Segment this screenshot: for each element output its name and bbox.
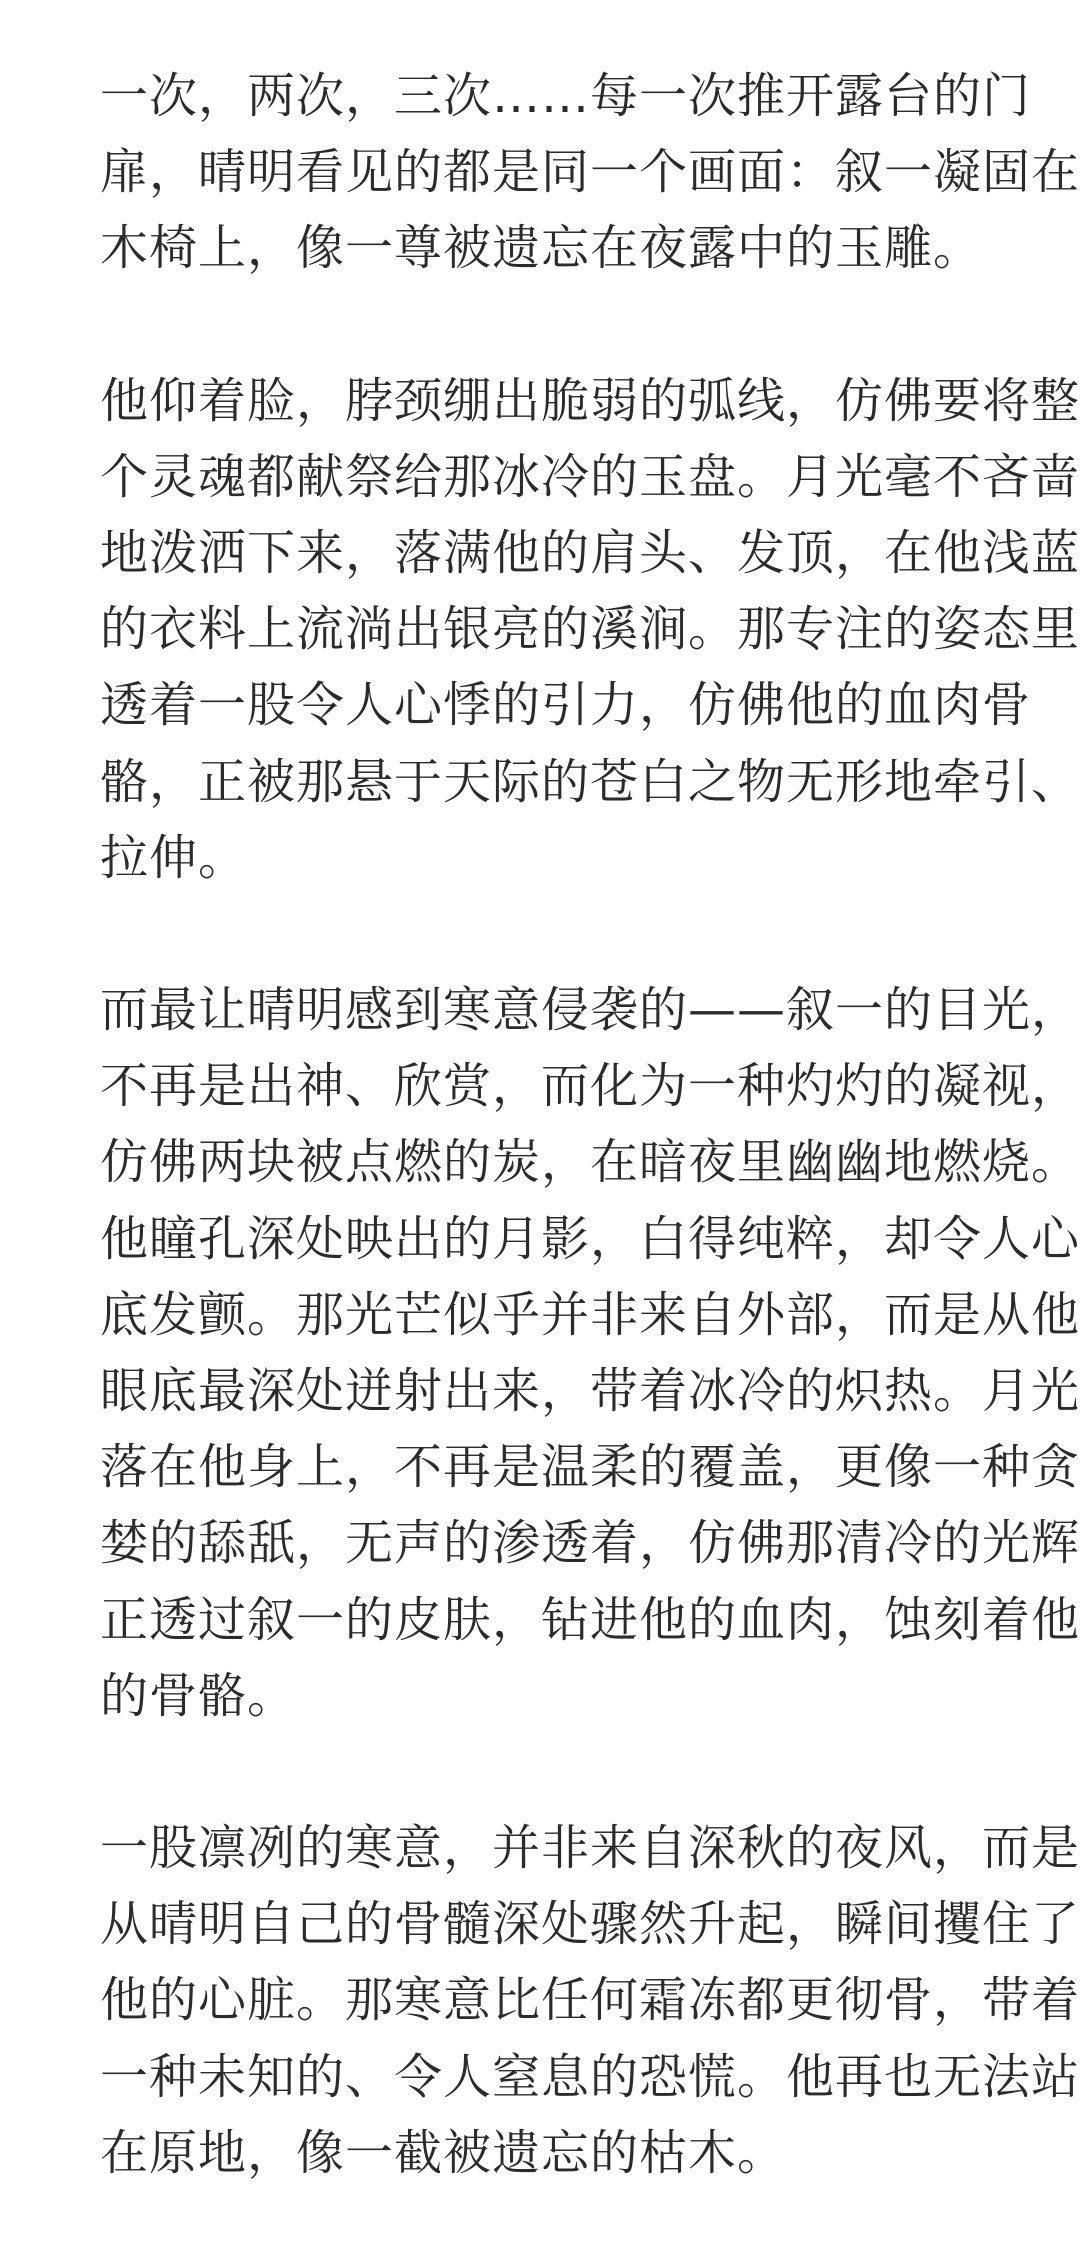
text-line: 地泼洒下来，落满他的肩头、发顶，在他浅蓝 [100, 525, 1080, 582]
text-line: 一次，两次，三次……每一次推开露台的门 [100, 68, 1032, 124]
paragraph-1 [100, 58, 1080, 287]
text-line: 底发颤。那光芒似乎并非来自外部，而是从他 [100, 1286, 1080, 1343]
text-line: 落在他身上，不再是温柔的覆盖，更像一种贪 [100, 1439, 1080, 1496]
text-line: 而最让晴明感到寒意侵袭的——叙一的目光， [100, 982, 1080, 1039]
text-line: 骼，正被那悬于天际的苍白之物无形地牵引、 [100, 753, 1080, 810]
text-line: 的骨骼。 [100, 1667, 297, 1724]
text-line: 从晴明自己的骨髓深处骤然升起，瞬间攫住了 [100, 1896, 1080, 1953]
text-line: 正透过叙一的皮肤，钻进他的血肉，蚀刻着他 [100, 1591, 1080, 1648]
text-line: 在原地，像一截被遗忘的枯木。 [100, 2124, 787, 2181]
paragraph-3 [100, 972, 1080, 1734]
text-line: 拉伸。 [100, 829, 248, 886]
text-line: 透着一股令人心悸的引力，仿佛他的血肉骨 [100, 677, 1032, 734]
text-line: 仿佛两块被点燃的炭，在暗夜里幽幽地燃烧。 [100, 1134, 1080, 1191]
text-line: 一种未知的、令人窒息的恐慌。他再也无法站 [100, 2048, 1080, 2105]
text-line: 婪的舔舐，无声的渗透着，仿佛那清冷的光辉 [100, 1515, 1080, 1572]
text-line: 的衣料上流淌出银亮的溪涧。那专注的姿态里 [100, 601, 1080, 658]
text-line: 他的心脏。那寒意比任何霜冻都更彻骨，带着 [100, 1972, 1080, 2029]
text-line: 个灵魂都献祭给那冰冷的玉盘。月光毫不吝啬 [100, 448, 1080, 505]
text-line: 眼底最深处迸射出来，带着冰冷的炽热。月光 [100, 1363, 1080, 1420]
paragraph-2 [100, 363, 1080, 896]
text-line: 一股凛冽的寒意，并非来自深秋的夜风，而是 [100, 1820, 1080, 1877]
text-line: 不再是出神、欣赏，而化为一种灼灼的凝视， [100, 1058, 1080, 1115]
text-line: 扉，晴明看见的都是同一个画面：叙一凝固在 [100, 144, 1080, 201]
text-line: 木椅上，像一尊被遗忘在夜露中的玉雕。 [100, 220, 983, 277]
text-line: 他瞳孔深处映出的月影，白得纯粹，却令人心 [100, 1210, 1080, 1267]
paragraph-4 [100, 1810, 1080, 2191]
article-body [100, 58, 1080, 2267]
text-line: 他仰着脸，脖颈绷出脆弱的弧线，仿佛要将整 [100, 372, 1080, 429]
